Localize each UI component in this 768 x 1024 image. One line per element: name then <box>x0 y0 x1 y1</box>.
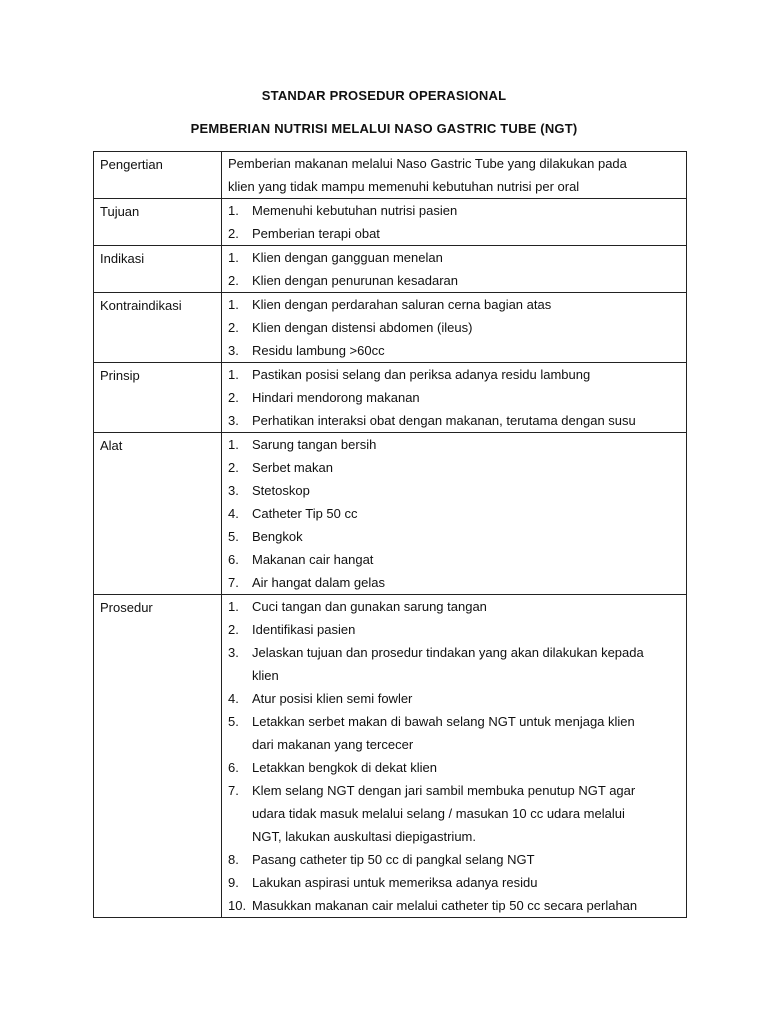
list-item <box>228 618 680 641</box>
list-item <box>228 871 680 894</box>
row-label: Prinsip <box>94 363 222 433</box>
document-subtitle: PEMBERIAN NUTRISI MELALUI NASO GASTRIC TUBE (NGT) <box>190 121 578 136</box>
list-item-number: 1. <box>228 437 239 452</box>
list-item <box>228 293 680 316</box>
list-item-text: Lakukan aspirasi untuk memeriksa adanya residu <box>252 875 538 890</box>
list-item-text: Sarung tangan bersih <box>252 437 377 452</box>
list-item <box>228 386 680 409</box>
list-item-text: Perhatikan interaksi obat dengan makanan, terutama dengan susu <box>252 413 636 428</box>
list-item-text: Hindari mendorong makanan <box>252 390 420 405</box>
list-item-number: 3. <box>228 413 239 428</box>
list-item <box>228 433 680 456</box>
list-item <box>228 733 680 756</box>
list-item <box>228 825 680 848</box>
list-item-text: Memenuhi kebutuhan nutrisi pasien <box>252 203 458 218</box>
list-item-text: Jelaskan tujuan dan prosedur tindakan yang akan dilakukan kepada <box>252 645 644 660</box>
list-item-text: Klem selang NGT dengan jari sambil membuka penutup NGT agar <box>252 783 636 798</box>
list-item-text: dari makanan yang tercecer <box>252 737 414 752</box>
list-item <box>228 687 680 710</box>
list-item-number: 7. <box>228 575 239 590</box>
sop-table <box>93 151 687 918</box>
row-label: Prosedur <box>94 595 222 918</box>
row-label: Kontraindikasi <box>94 293 222 363</box>
list-item-text: Identifikasi pasien <box>252 622 356 637</box>
sop-table-body <box>94 152 687 918</box>
list-item-text: Klien dengan distensi abdomen (ileus) <box>252 320 473 335</box>
list-item-number: 8. <box>228 852 239 867</box>
list-item-text: udara tidak masuk melalui selang / masukan 10 cc udara melalui <box>252 806 625 821</box>
list-item-text: Cuci tangan dan gunakan sarung tangan <box>252 599 487 614</box>
list-item-text: Pasang catheter tip 50 cc di pangkal selang NGT <box>252 852 535 867</box>
list-item-text: Klien dengan perdarahan saluran cerna bagian atas <box>252 297 552 312</box>
list-item-number: 3. <box>228 645 239 660</box>
list-item-text: Serbet makan <box>252 460 333 475</box>
list-item-text: Pemberian terapi obat <box>252 226 380 241</box>
list-item-number: 9. <box>228 875 239 890</box>
list-item-number: 2. <box>228 390 239 405</box>
list-item <box>228 779 680 802</box>
list-item <box>228 641 680 664</box>
list-item-number: 2. <box>228 622 239 637</box>
list-item <box>228 199 680 222</box>
list-item <box>228 548 680 571</box>
list-item-text: Atur posisi klien semi fowler <box>252 691 413 706</box>
list-item-number: 6. <box>228 552 239 567</box>
list-item <box>228 456 680 479</box>
row-content <box>222 293 687 363</box>
row-label: Pengertian <box>94 152 222 199</box>
list-item <box>228 269 680 292</box>
list-item-number: 1. <box>228 367 239 382</box>
list-item-text: Bengkok <box>252 529 303 544</box>
list-item <box>228 756 680 779</box>
list-item <box>228 316 680 339</box>
list-item <box>228 802 680 825</box>
list-item-text: Air hangat dalam gelas <box>252 575 385 590</box>
list-item <box>228 222 680 245</box>
list-item-number: 5. <box>228 714 239 729</box>
list-item <box>228 479 680 502</box>
list-item-number: 5. <box>228 529 239 544</box>
list-item-text: Klien dengan penurunan kesadaran <box>252 273 459 288</box>
table-row <box>94 363 687 433</box>
list-item-number: 4. <box>228 691 239 706</box>
list-item <box>228 595 680 618</box>
list-item <box>228 246 680 269</box>
list-item <box>228 664 680 687</box>
table-row <box>94 199 687 246</box>
list-item <box>228 848 680 871</box>
list-item-text: Makanan cair hangat <box>252 552 374 567</box>
row-label: Tujuan <box>94 199 222 246</box>
list-item-number: 3. <box>228 483 239 498</box>
list-item-number: 1. <box>228 599 239 614</box>
list-item <box>228 525 680 548</box>
table-row <box>94 595 687 918</box>
list-item-number: 7. <box>228 783 239 798</box>
list-item <box>228 571 680 594</box>
list-item <box>228 710 680 733</box>
content-line: Pemberian makanan melalui Naso Gastric Tube yang dilakukan pada <box>228 156 627 171</box>
row-content <box>222 363 687 433</box>
row-content <box>222 246 687 293</box>
list-item-text: Klien dengan gangguan menelan <box>252 250 443 265</box>
table-row <box>94 293 687 363</box>
list-item <box>228 339 680 362</box>
list-item-text: Letakkan serbet makan di bawah selang NGT untuk menjaga klien <box>252 714 635 729</box>
list-item-text: klien <box>252 668 279 683</box>
list-item-text: Catheter Tip 50 cc <box>252 506 358 521</box>
list-item-text: Letakkan bengkok di dekat klien <box>252 760 438 775</box>
list-item <box>228 363 680 386</box>
list-item-text: Pastikan posisi selang dan periksa adanya residu lambung <box>252 367 591 382</box>
list-item-number: 10. <box>228 898 247 913</box>
table-row <box>94 246 687 293</box>
list-item-text: NGT, lakukan auskultasi diepigastrium. <box>252 829 476 844</box>
row-content <box>222 433 687 595</box>
row-content <box>222 199 687 246</box>
list-item-number: 1. <box>228 250 239 265</box>
list-item-number: 6. <box>228 760 239 775</box>
list-item-number: 2. <box>228 226 239 241</box>
row-label: Indikasi <box>94 246 222 293</box>
document-title: STANDAR PROSEDUR OPERASIONAL <box>261 88 507 103</box>
list-item <box>228 502 680 525</box>
list-item-text: Residu lambung >60cc <box>252 343 385 358</box>
row-content <box>222 595 687 918</box>
content-line: klien yang tidak mampu memenuhi kebutuhan nutrisi per oral <box>228 179 580 194</box>
row-label: Alat <box>94 433 222 595</box>
list-item <box>228 409 680 432</box>
list-item-number: 2. <box>228 273 239 288</box>
list-item-number: 2. <box>228 320 239 335</box>
list-item-number: 2. <box>228 460 239 475</box>
list-item-number: 4. <box>228 506 239 521</box>
list-item-number: 1. <box>228 297 239 312</box>
row-content <box>222 152 687 199</box>
table-row <box>94 433 687 595</box>
list-item-number: 1. <box>228 203 239 218</box>
list-item-text: Stetoskop <box>252 483 310 498</box>
list-item-number: 3. <box>228 343 239 358</box>
list-item <box>228 894 680 917</box>
list-item-text: Masukkan makanan cair melalui catheter tip 50 cc secara perlahan <box>252 898 638 913</box>
table-row <box>94 152 687 199</box>
